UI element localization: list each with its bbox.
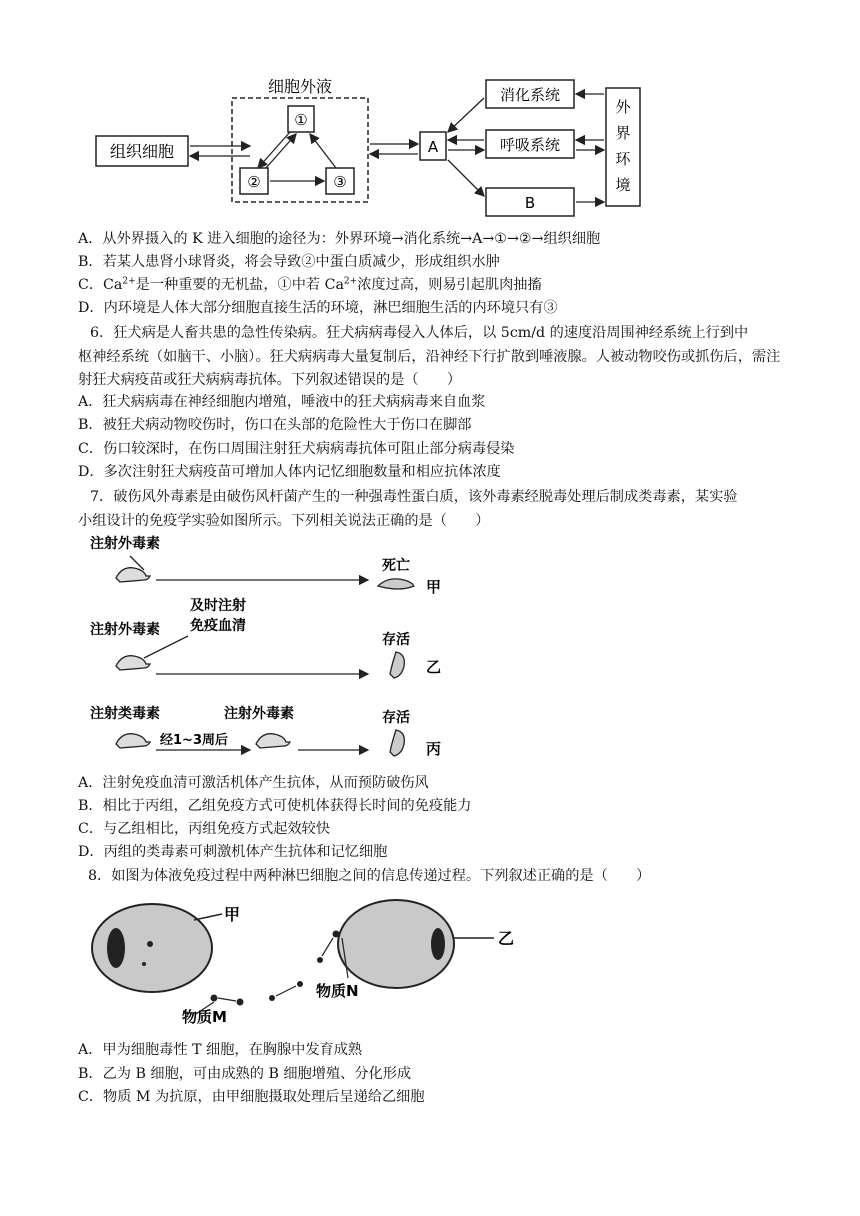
mouse-icon [116, 734, 150, 748]
external-env-char-1: 外 [615, 98, 631, 116]
q7-stem-first: 7．破伤风外毒素是由破伤风杆菌产生的一种强毒性蛋白质，该外毒素经脱毒处理后制成类毒素，某实验 [90, 489, 738, 505]
q6-stem-rest: 枢神经系统（如脑干、小脑）。狂犬病病毒大量复制后，沿神经下行扩散到唾液腺。人被动物咬伤或抓伤后，需注射狂犬病疫苗或狂犬病病毒抗体。下列叙述错误的是（ ） [78, 348, 781, 388]
extracellular-label: 细胞外液 [267, 77, 333, 96]
substance-n-label: 物质N [316, 982, 359, 1000]
q7-option-c[interactable]: C．与乙组相比，丙组免疫方式起效较快 [78, 821, 331, 837]
external-env-char-4: 境 [615, 176, 631, 194]
q5-option-d[interactable]: D．内环境是人体大部分细胞直接生活的环境，淋巴细胞生活的内环境只有③ [78, 300, 558, 316]
node-3-label: ③ [333, 173, 347, 191]
row3-group-label: 丙 [426, 740, 442, 758]
q8-option-a[interactable]: A．甲为细胞毒性 T 细胞，在胸腺中发育成熟 [78, 1042, 363, 1058]
q6-stem [78, 322, 783, 393]
external-env-char-2: 界 [615, 124, 631, 142]
digestive-system-label: 消化系统 [499, 86, 561, 104]
q5-option-a[interactable]: A．从外界摄入的 K 进入细胞的途径为：外界环境→消化系统→A→①→②→组织细胞 [78, 231, 601, 247]
node-b-label: B [524, 194, 536, 212]
mouse-icon [116, 556, 150, 582]
q8-stem: 8．如图为体液免疫过程中两种淋巴细胞之间的信息传递过程。下列叙述正确的是（ ） [88, 868, 651, 884]
row2-serum-line2: 免疫血清 [190, 618, 246, 634]
node-2-label: ② [247, 173, 261, 191]
standing-mouse-icon [390, 730, 404, 756]
cell-yi-nucleus [431, 928, 445, 960]
row2-serum-line1: 及时注射 [190, 598, 246, 614]
body-fluid-diagram [90, 72, 650, 222]
q6-option-d[interactable]: D．多次注射狂犬病疫苗可增加人体内记忆细胞数量和相应抗体浓度 [78, 464, 501, 480]
q7-option-a[interactable]: A．注射免疫血清可激活机体产生抗体，从而预防破伤风 [78, 775, 429, 791]
row3-inject2-label: 注射外毒素 [224, 706, 294, 722]
cell-yi-label: 乙 [498, 929, 515, 948]
cell-jia-nucleus [107, 928, 125, 968]
tetanus-experiment-diagram [86, 534, 456, 766]
q7-stem [78, 486, 783, 533]
q6-option-c[interactable]: C．伤口较深时，在伤口周围注射狂犬病病毒抗体可阻止部分病毒侵染 [78, 441, 515, 457]
row1-result-label: 死亡 [382, 558, 410, 574]
q8-option-b[interactable]: B．乙为 B 细胞，可由成熟的 B 细胞增殖、分化形成 [78, 1066, 412, 1082]
q6-option-b[interactable]: B．被狂犬病动物咬伤时，伤口在头部的危险性大于伤口在脚部 [78, 417, 472, 433]
dead-mouse-icon [378, 579, 414, 589]
cell-jia-label: 甲 [224, 905, 241, 924]
q8-option-c[interactable]: C．物质 M 为抗原，由甲细胞摄取处理后呈递给乙细胞 [78, 1089, 425, 1105]
q7-option-b[interactable]: B．相比于丙组，乙组免疫方式可使机体获得长时间的免疫能力 [78, 798, 472, 814]
row2-inject-label: 注射外毒素 [90, 622, 160, 638]
q5-c-part2: 是一种重要的无机盐，①中若 Ca [135, 277, 344, 293]
q5-c-sup1: 2+ [122, 276, 136, 287]
node-1-label: ① [294, 111, 308, 129]
tissue-cell-label: 组织细胞 [109, 142, 175, 161]
mouse-icon [256, 734, 290, 748]
q6-stem-first: 6．狂犬病是人畜共患的急性传染病。狂犬病病毒侵入人体后，以 5cm/d 的速度沿周围神经系统上行到中 [90, 325, 749, 341]
external-env-char-3: 环 [615, 150, 631, 168]
row2-result-label: 存活 [382, 632, 410, 648]
q6-option-a[interactable]: A．狂犬病病毒在神经细胞内增殖，唾液中的狂犬病病毒来自血浆 [78, 394, 486, 410]
q7-option-d[interactable]: D．丙组的类毒素可刺激机体产生抗体和记忆细胞 [78, 844, 388, 860]
row3-result-label: 存活 [382, 710, 410, 726]
q7-stem-rest: 小组设计的免疫学实验如图所示。下列相关说法正确的是（ ） [78, 512, 490, 529]
mouse-icon [116, 636, 188, 670]
row3-wait-label: 经1~3周后 [160, 733, 228, 748]
lymphocyte-signal-diagram [86, 894, 556, 1034]
row2-group-label: 乙 [426, 658, 442, 676]
q5-option-b[interactable]: B．若某人患肾小球肾炎，将会导致②中蛋白质减少，形成组织水肿 [78, 254, 500, 270]
substance-m-label: 物质M [182, 1008, 227, 1026]
q5-c-part3: 浓度过高，则易引起肌肉抽搐 [357, 277, 542, 293]
q5-c-part1: C．Ca [78, 277, 123, 293]
respiratory-system-label: 呼吸系统 [499, 136, 561, 154]
node-a-label: A [427, 138, 439, 156]
row1-inject-label: 注射外毒素 [90, 536, 160, 552]
standing-mouse-icon [390, 652, 404, 678]
row1-group-label: 甲 [426, 578, 442, 596]
q5-option-c[interactable] [78, 275, 542, 295]
q5-c-sup2: 2+ [343, 276, 358, 287]
row3-inject1-label: 注射类毒素 [90, 706, 160, 722]
